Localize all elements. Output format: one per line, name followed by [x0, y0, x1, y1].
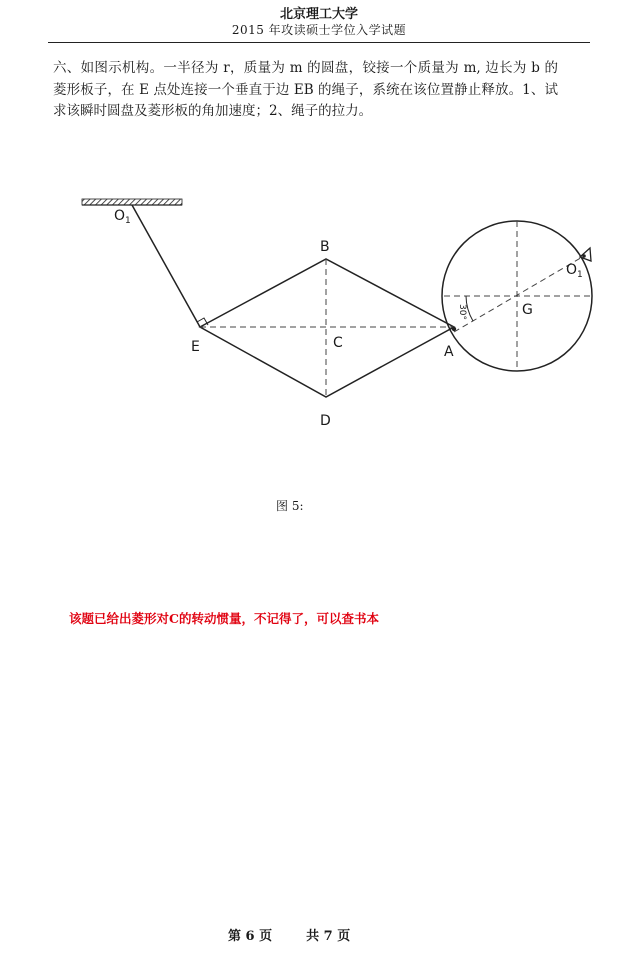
label-a: A — [444, 344, 454, 360]
page-total: 共 7 页 — [306, 929, 351, 944]
label-o1-left: O — [114, 208, 126, 224]
disk-diameter-through-a — [454, 256, 584, 332]
figure-caption: 图 5: — [276, 499, 304, 513]
rhombus-plate — [200, 259, 454, 397]
label-o1-left-sub: 1 — [125, 216, 131, 226]
ceiling-support — [82, 199, 182, 205]
university-name: 北京理工大学 — [279, 7, 358, 22]
rope — [132, 205, 200, 327]
question-text: 六、如图示机构。一半径为 r，质量为 m 的圆盘，铰接一个质量为 m, 边长为 b 的菱形板子，在 E 点处连接一个垂直于边 EB 的绳子，系统在该位置静止释放。1、试求该瞬时圆盘及菱形板的角加速度；2、绳子的拉力。 — [53, 60, 558, 119]
handwritten-note: 该题已给出菱形对C的转动惯量，不记得了，可以查书本 — [69, 611, 379, 626]
label-d: D — [320, 413, 331, 429]
label-e: E — [191, 339, 200, 355]
label-o1-right: O — [566, 262, 578, 278]
label-o1-right-sub: 1 — [577, 270, 583, 280]
label-c: C — [333, 335, 343, 351]
exam-title: 2015 年攻读硕士学位入学试题 — [231, 23, 407, 37]
page-number: 第 6 页 — [228, 929, 273, 944]
label-g: G — [522, 302, 533, 318]
label-angle: 30° — [457, 304, 467, 320]
pin-joint-o1 — [582, 254, 586, 258]
label-b: B — [320, 239, 330, 255]
page-footer — [228, 925, 350, 944]
hinge-a — [452, 327, 456, 331]
